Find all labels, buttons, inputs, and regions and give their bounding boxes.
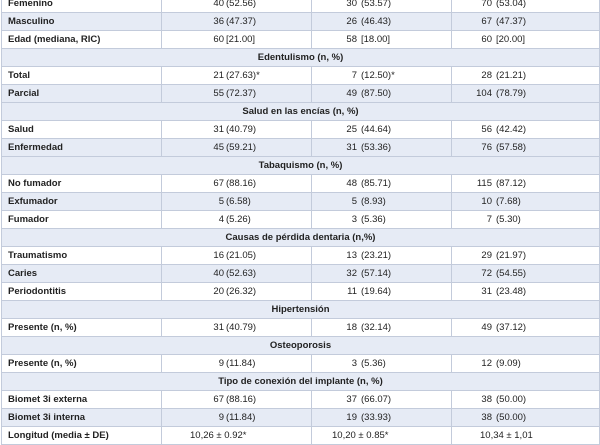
count-value: 13: [346, 250, 357, 261]
row-label: Enfermedad: [2, 139, 162, 157]
table-body: [2, 0, 600, 445]
table-row: [2, 409, 600, 427]
count-value: 76: [481, 142, 492, 153]
percent-value: (46.43): [361, 16, 392, 27]
table-row: [2, 67, 600, 85]
count-value: 67: [481, 16, 492, 27]
count-value: 49: [481, 322, 492, 333]
value-cell: [312, 0, 452, 13]
count-value: 36: [213, 16, 224, 27]
value-cell: [162, 193, 312, 211]
value-text: 10,34 ± 1,01: [480, 430, 533, 441]
percent-value: (19.64): [361, 286, 392, 297]
value-cell: [452, 13, 600, 31]
count-value: 21: [213, 70, 224, 81]
value-cell: [452, 283, 600, 301]
row-label: Presente (n, %): [2, 355, 162, 373]
section-header: Salud en las encías (n, %): [2, 103, 600, 121]
percent-value: (78.79): [496, 88, 527, 99]
count-value: 67: [213, 394, 224, 405]
percent-value: [21.00]: [226, 34, 256, 45]
value-cell: [452, 85, 600, 103]
table-row: [2, 85, 600, 103]
percent-value: (6.58): [226, 196, 251, 207]
percent-value: (26.32): [226, 286, 257, 297]
percent-value: (5.26): [226, 214, 251, 225]
value-cell: [452, 31, 600, 49]
section-header-row: [2, 373, 600, 391]
count-value: 31: [213, 322, 224, 333]
section-header-row: [2, 103, 600, 121]
row-label: Exfumador: [2, 193, 162, 211]
count-value: 28: [481, 70, 492, 81]
row-label: Caries: [2, 265, 162, 283]
row-label: Edad (mediana, RIC): [2, 31, 162, 49]
count-value: 45: [213, 142, 224, 153]
percent-value: (33.93): [361, 412, 392, 423]
count-value: 26: [346, 16, 357, 27]
count-value: 56: [481, 124, 492, 135]
percent-value: (12.50)*: [361, 70, 395, 81]
value-cell: [312, 283, 452, 301]
count-value: 9: [218, 358, 224, 369]
count-value: 25: [346, 124, 357, 135]
value-cell: [312, 427, 452, 445]
percent-value: (47.37): [496, 16, 527, 27]
percent-value: (85.71): [361, 178, 392, 189]
row-label: Longitud (media ± DE): [2, 427, 162, 445]
count-value: 115: [476, 178, 492, 189]
percent-value: (72.37): [226, 88, 257, 99]
value-cell: [162, 355, 312, 373]
count-value: 11: [347, 286, 357, 297]
count-value: 31: [481, 286, 492, 297]
percent-value: (21.97): [496, 250, 527, 261]
value-cell: [312, 247, 452, 265]
percent-value: (66.07): [361, 394, 392, 405]
count-value: 40: [213, 268, 224, 279]
percent-value: (5.36): [361, 214, 386, 225]
table-row: [2, 121, 600, 139]
count-value: 30: [346, 0, 357, 9]
count-value: 9: [218, 412, 224, 423]
section-header-row: [2, 157, 600, 175]
table-row: [2, 193, 600, 211]
count-value: 7: [351, 70, 357, 81]
count-value: 3: [351, 358, 357, 369]
value-cell: [452, 193, 600, 211]
percent-value: (7.68): [496, 196, 521, 207]
count-value: 70: [481, 0, 492, 9]
value-cell: [452, 67, 600, 85]
row-label: Biomet 3i interna: [2, 409, 162, 427]
value-cell: [312, 319, 452, 337]
count-value: 38: [481, 412, 492, 423]
table-row: [2, 0, 600, 13]
value-cell: [162, 283, 312, 301]
value-cell: [452, 265, 600, 283]
count-value: 72: [481, 268, 492, 279]
row-label: Total: [2, 67, 162, 85]
count-value: 20: [213, 286, 224, 297]
row-label: Presente (n, %): [2, 319, 162, 337]
percent-value: (44.64): [361, 124, 392, 135]
percent-value: (40.79): [226, 322, 257, 333]
count-value: 40: [213, 0, 224, 9]
count-value: 60: [481, 34, 492, 45]
table-row: [2, 247, 600, 265]
table-row: [2, 31, 600, 49]
value-text: 10,20 ± 0.85*: [332, 430, 389, 441]
value-cell: [162, 31, 312, 49]
percent-value: [20.00]: [496, 34, 526, 45]
count-value: 3: [351, 214, 357, 225]
count-value: 5: [218, 196, 224, 207]
percent-value: (40.79): [226, 124, 257, 135]
percent-value: (47.37): [226, 16, 257, 27]
value-cell: [162, 319, 312, 337]
table-row: [2, 139, 600, 157]
percent-value: (52.63): [226, 268, 257, 279]
percent-value: (87.12): [496, 178, 527, 189]
percent-value: (42.42): [496, 124, 527, 135]
percent-value: (87.50): [361, 88, 392, 99]
row-label: Periodontitis: [2, 283, 162, 301]
percent-value: (23.21): [361, 250, 392, 261]
percent-value: (57.58): [496, 142, 527, 153]
value-cell: [312, 175, 452, 193]
percent-value: (8.93): [361, 196, 386, 207]
value-cell: [452, 175, 600, 193]
count-value: 31: [346, 142, 357, 153]
value-cell: [162, 427, 312, 445]
value-cell: [312, 139, 452, 157]
count-value: 58: [346, 34, 357, 45]
table-row: [2, 427, 600, 445]
count-value: 5: [351, 196, 357, 207]
value-cell: [452, 211, 600, 229]
value-cell: [312, 31, 452, 49]
count-value: 12: [481, 358, 492, 369]
percent-value: (23.48): [496, 286, 527, 297]
percent-value: (5.36): [361, 358, 386, 369]
percent-value: (21.05): [226, 250, 257, 261]
count-value: 38: [481, 394, 492, 405]
value-cell: [162, 175, 312, 193]
demographics-table: [1, 0, 600, 445]
percent-value: (53.36): [361, 142, 392, 153]
value-text: 10,26 ± 0.92*: [190, 430, 247, 441]
value-cell: [452, 139, 600, 157]
value-cell: [162, 67, 312, 85]
value-cell: [312, 85, 452, 103]
percent-value: (27.63)*: [226, 70, 260, 81]
value-cell: [162, 247, 312, 265]
value-cell: [312, 211, 452, 229]
percent-value: (53.57): [361, 0, 392, 9]
row-label: Biomet 3i externa: [2, 391, 162, 409]
table-row: [2, 355, 600, 373]
count-value: 37: [346, 394, 357, 405]
percent-value: (53.04): [496, 0, 527, 9]
section-header-row: [2, 229, 600, 247]
row-label: Fumador: [2, 211, 162, 229]
value-cell: [162, 13, 312, 31]
count-value: 7: [486, 214, 492, 225]
table-row: [2, 265, 600, 283]
value-cell: [162, 211, 312, 229]
percent-value: (32.14): [361, 322, 392, 333]
count-value: 60: [213, 34, 224, 45]
value-cell: [162, 265, 312, 283]
count-value: 49: [346, 88, 357, 99]
section-header: Tipo de conexión del implante (n, %): [2, 373, 600, 391]
percent-value: (21.21): [496, 70, 527, 81]
section-header: Osteoporosis: [2, 337, 600, 355]
value-cell: [162, 121, 312, 139]
value-cell: [312, 193, 452, 211]
row-label: Salud: [2, 121, 162, 139]
value-cell: [162, 0, 312, 13]
value-cell: [452, 121, 600, 139]
percent-value: (88.16): [226, 394, 257, 405]
percent-value: (11.84): [226, 412, 256, 423]
count-value: 104: [476, 88, 492, 99]
table-row: [2, 13, 600, 31]
table-row: [2, 319, 600, 337]
percent-value: (88.16): [226, 178, 257, 189]
row-label: Femenino: [2, 0, 162, 13]
percent-value: (11.84): [226, 358, 256, 369]
percent-value: (57.14): [361, 268, 392, 279]
table-row: [2, 175, 600, 193]
value-cell: [312, 13, 452, 31]
value-cell: [452, 355, 600, 373]
count-value: 48: [346, 178, 357, 189]
row-label: No fumador: [2, 175, 162, 193]
section-header: Hipertensión: [2, 301, 600, 319]
percent-value: (54.55): [496, 268, 527, 279]
count-value: 31: [213, 124, 224, 135]
value-cell: [162, 409, 312, 427]
value-cell: [452, 0, 600, 13]
percent-value: (50.00): [496, 394, 527, 405]
count-value: 19: [346, 412, 357, 423]
percent-value: (59.21): [226, 142, 257, 153]
count-value: 29: [481, 250, 492, 261]
percent-value: (5.30): [496, 214, 521, 225]
value-cell: [452, 319, 600, 337]
value-cell: [452, 247, 600, 265]
value-cell: [312, 265, 452, 283]
percent-value: (9.09): [496, 358, 521, 369]
row-label: Parcial: [2, 85, 162, 103]
value-cell: [312, 67, 452, 85]
percent-value: (37.12): [496, 322, 527, 333]
value-cell: [312, 409, 452, 427]
row-label: Traumatismo: [2, 247, 162, 265]
value-cell: [312, 355, 452, 373]
count-value: 55: [213, 88, 224, 99]
section-header-row: [2, 337, 600, 355]
count-value: 4: [218, 214, 224, 225]
value-cell: [162, 85, 312, 103]
count-value: 32: [346, 268, 357, 279]
count-value: 10: [481, 196, 492, 207]
count-value: 18: [346, 322, 357, 333]
value-cell: [162, 139, 312, 157]
table-row: [2, 211, 600, 229]
count-value: 67: [213, 178, 224, 189]
section-header: Causas de pérdida dentaria (n,%): [2, 229, 600, 247]
section-header: Edentulismo (n, %): [2, 49, 600, 67]
value-cell: [312, 121, 452, 139]
count-value: 16: [213, 250, 224, 261]
percent-value: [18.00]: [361, 34, 391, 45]
value-cell: [452, 427, 600, 445]
section-header: Tabaquismo (n, %): [2, 157, 600, 175]
percent-value: (50.00): [496, 412, 527, 423]
value-cell: [452, 409, 600, 427]
row-label: Masculino: [2, 13, 162, 31]
table-row: [2, 283, 600, 301]
section-header-row: [2, 49, 600, 67]
section-header-row: [2, 301, 600, 319]
percent-value: (52.56): [226, 0, 257, 9]
